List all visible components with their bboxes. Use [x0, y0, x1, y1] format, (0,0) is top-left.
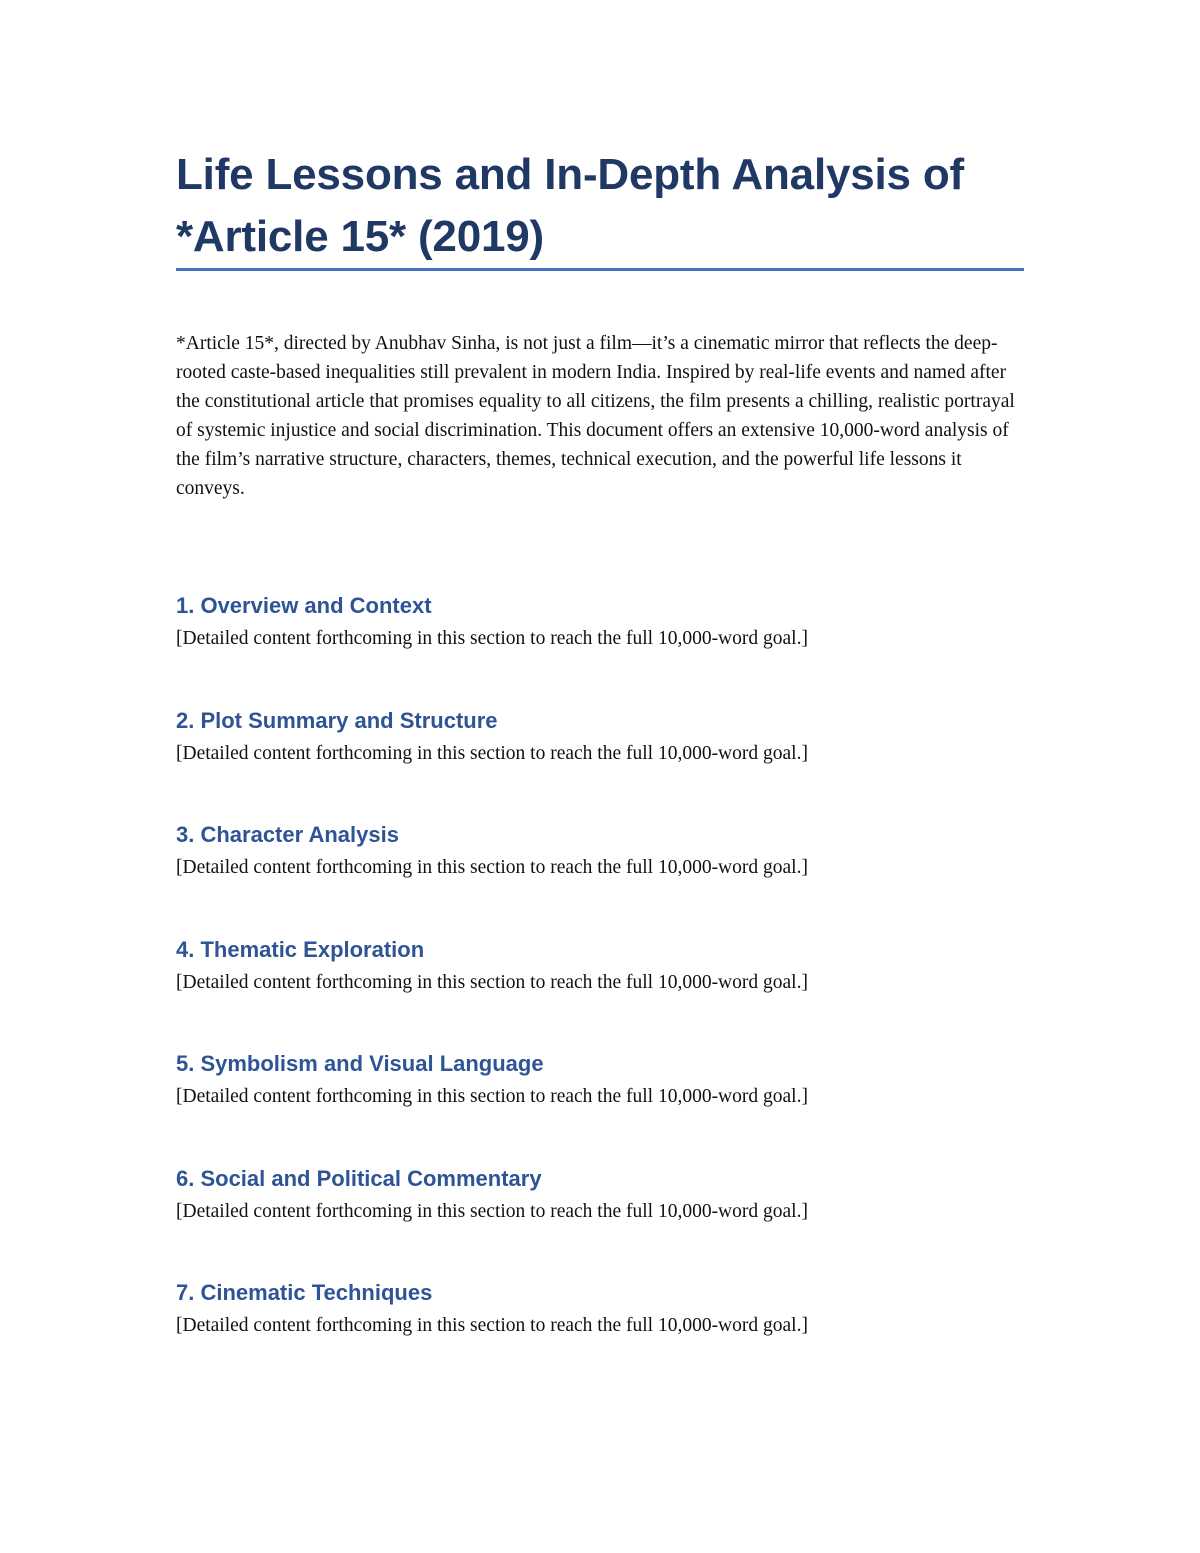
section-heading: 1. Overview and Context [176, 593, 432, 618]
title-line-2: *Article 15* (2019) [176, 212, 544, 261]
document-title [176, 144, 1024, 268]
section-heading: 4. Thematic Exploration [176, 936, 425, 962]
section-list [176, 591, 1024, 1393]
section-heading: 2. Plot Summary and Structure [176, 707, 498, 733]
section-heading: 7. Cinematic Techniques [176, 1280, 433, 1305]
title-underline-rule [176, 268, 1024, 271]
intro-paragraph: *Article 15*, directed by Anubhav Sinha, is not just a film—it’s a cinematic mirror that reflects the deep-rooted caste-based inequalities still prevalent in modern India. Inspired by real-life events and named after the constitutional article that promises equality to all citizens, the film presents a chilling, realistic portrayal of systemic injustice and social discrimination. This document offers an extensive 10,000-word analysis of the film’s narrative structure, characters, themes, technical execution, and the powerful life lessons it conveys. [176, 333, 1015, 499]
section-body: [Detailed content forthcoming in this section to reach the full 10,000-word goal.] [176, 1200, 808, 1222]
section-body: [Detailed content forthcoming in this section to reach the full 10,000-word goal.] [176, 1315, 808, 1336]
section-social-political [176, 1164, 1024, 1279]
document-content [176, 144, 1024, 1393]
section-body: [Detailed content forthcoming in this section to reach the full 10,000-word goal.] [176, 1086, 808, 1107]
section-body: [Detailed content forthcoming in this section to reach the full 10,000-word goal.] [176, 971, 808, 993]
section-thematic-exploration [176, 935, 1024, 1050]
section-heading: 5. Symbolism and Visual Language [176, 1051, 544, 1076]
section-heading: 3. Character Analysis [176, 822, 399, 847]
section-symbolism [176, 1049, 1024, 1164]
section-overview [176, 591, 1024, 706]
title-line-1: Life Lessons and In-Depth Analysis of [176, 150, 964, 199]
section-body: [Detailed content forthcoming in this section to reach the full 10,000-word goal.] [176, 628, 808, 649]
section-body: [Detailed content forthcoming in this section to reach the full 10,000-word goal.] [176, 742, 808, 764]
section-heading: 6. Social and Political Commentary [176, 1165, 542, 1191]
section-character-analysis [176, 820, 1024, 935]
section-body: [Detailed content forthcoming in this section to reach the full 10,000-word goal.] [176, 857, 808, 878]
section-cinematic-techniques [176, 1278, 1024, 1393]
section-plot-summary [176, 706, 1024, 821]
